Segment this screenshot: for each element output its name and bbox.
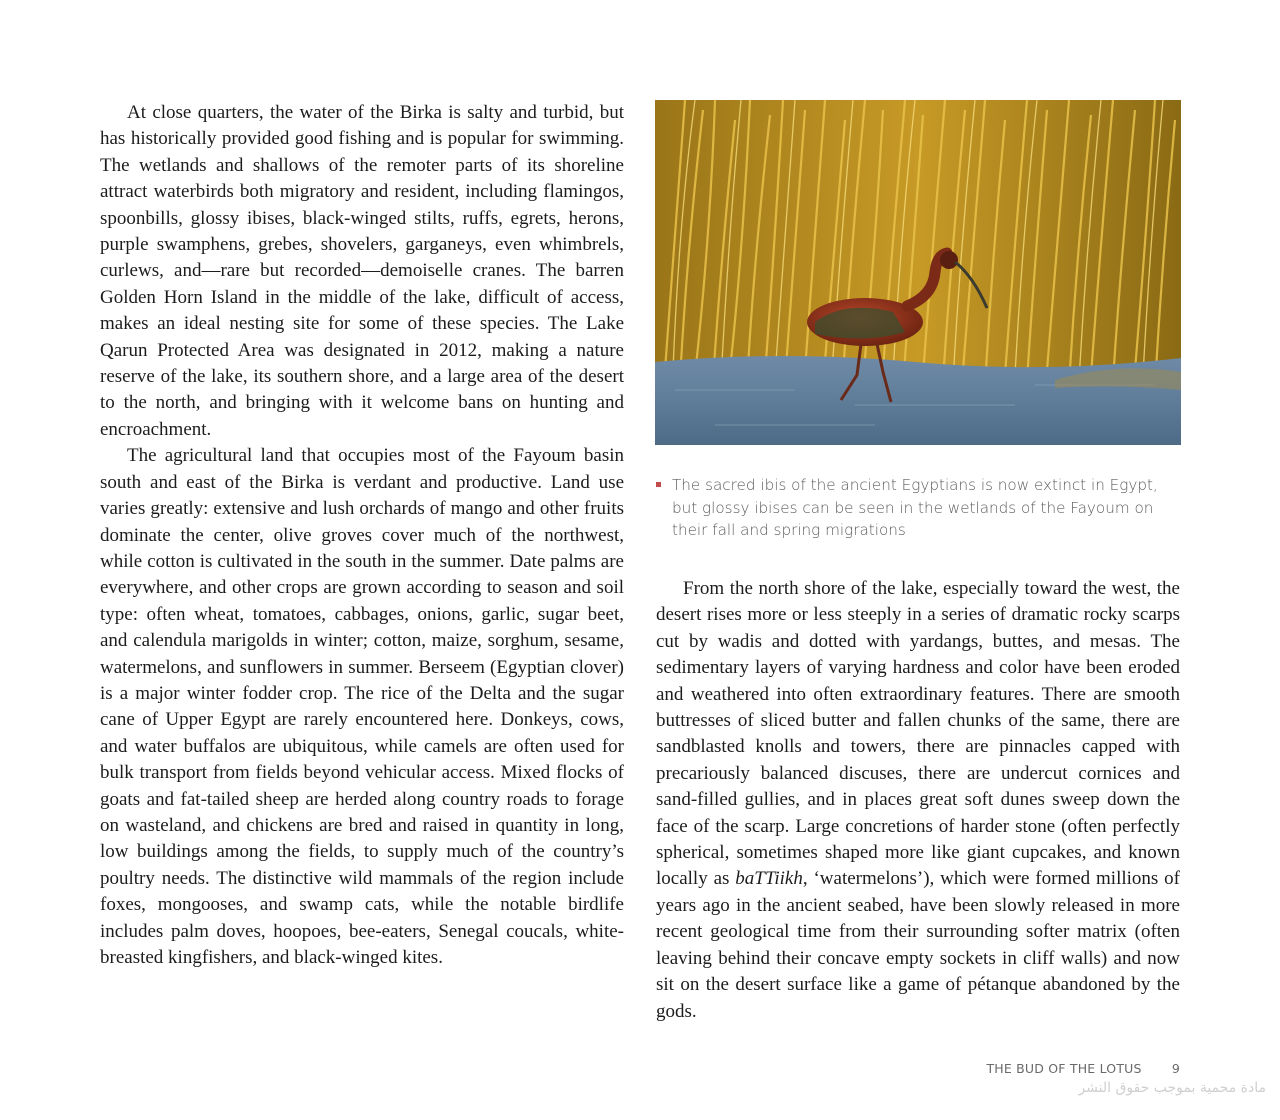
- page-footer: [986, 1061, 1180, 1076]
- paragraph-part: , ‘watermelons’), which were formed millions of years ago in the ancient seabed, have been slowly released in more recent geological time from their surrounding softer matrix (often leaving behind their concave empty sockets in cliff walls) and now sit on the desert surface like a game of pétanque abandoned by the gods.: [656, 868, 1180, 1022]
- right-text-column: [656, 576, 1180, 1025]
- caption-text: The sacred ibis of the ancient Egyptians is now extinct in Egypt, but glossy ibises can be seen in the wetlands of the Fayoum on their fall and spring migrations: [672, 476, 1158, 539]
- left-text-column: [100, 100, 624, 971]
- body-paragraph: At close quarters, the water of the Birka is salty and turbid, but has historically provided good fishing and is popular for swimming. The wetlands and shallows of the remoter parts of its shoreline attract waterbirds both migratory and resident, including flamingos, spoonbills, glossy ibises, black-winged stilts, ruffs, egrets, herons, purple swamphens, grebes, shovelers, garganeys, even whimbrels, curlews, and—rare but recorded—demoiselle cranes. The barren Golden Horn Island in the middle of the lake, difficult of access, makes an ideal nesting site for some of these species. The Lake Qarun Protected Area was designated in 2012, making a nature reserve of the lake, its southern shore, and a large area of the desert to the north, and bringing with it welcome bans on hunting and encroachment.: [100, 102, 624, 440]
- body-paragraph: [656, 576, 1180, 1025]
- body-paragraph: The agricultural land that occupies most of the Fayoum basin south and east of the Birka is verdant and productive. Land use varies greatly: extensive and lush orchards of mango and other fruits dominate the center, olive groves cover much of the northwest, while cotton is cultivated in the south in the summer. Date palms are everywhere, and other crops are grown according to season and soil type: often wheat, tomatoes, cabbages, onions, garlic, sugar beet, and calendula marigolds in winter; cotton, maize, sorghum, sesame, watermelons, and sunflowers in summer. Berseem (Egyptian clover) is a major winter fodder crop. The rice of the Delta and the sugar cane of Upper Egypt are rarely encountered here. Donkeys, cows, and water buffalos are ubiquitous, while camels are often used for bulk transport from fields beyond vehicular access. Mixed flocks of goats and fat-tailed sheep are herded along country roads to forage on wasteland, and chickens are bred and raised in quantity in long, low buildings among the fields, to supply much of the country’s poultry needs. The distinctive wild mammals of the region include foxes, mongooses, and swamp cats, while the notable birdlife includes palm doves, hoopoes, bee-eaters, Senegal coucals, white-breasted kingfishers, and black-winged kites.: [100, 445, 624, 968]
- italic-term: baTTiikh: [735, 868, 803, 890]
- copyright-watermark: مادة محمية بموجب حقوق النشر: [1078, 1080, 1266, 1096]
- caption-bullet: [656, 482, 661, 487]
- glossy-ibis-photo: [655, 100, 1181, 445]
- paragraph-part: From the north shore of the lake, especially toward the west, the desert rises more or less steeply in a series of dramatic rocky scarps cut by wadis and dotted with yardangs, buttes, and mesas. The sedimentary layers of varying hardness and color have been eroded and weathered into often extraordinary features. There are smooth buttresses of sliced butter and fallen chunks of the same, there are sandblasted knolls and towers, there are pinnacles capped with precariously balanced discuses, there are undercut cornices and sand-filled gullies, and in places great soft dunes sweep down the face of the scarp. Large concretions of harder stone (often perfectly spherical, sometimes shaped more like giant cupcakes, and known locally as: [656, 578, 1180, 890]
- page-number: 9: [1171, 1061, 1180, 1076]
- running-title: THE BUD OF THE LOTUS: [986, 1061, 1142, 1076]
- photo-caption: [656, 474, 1176, 542]
